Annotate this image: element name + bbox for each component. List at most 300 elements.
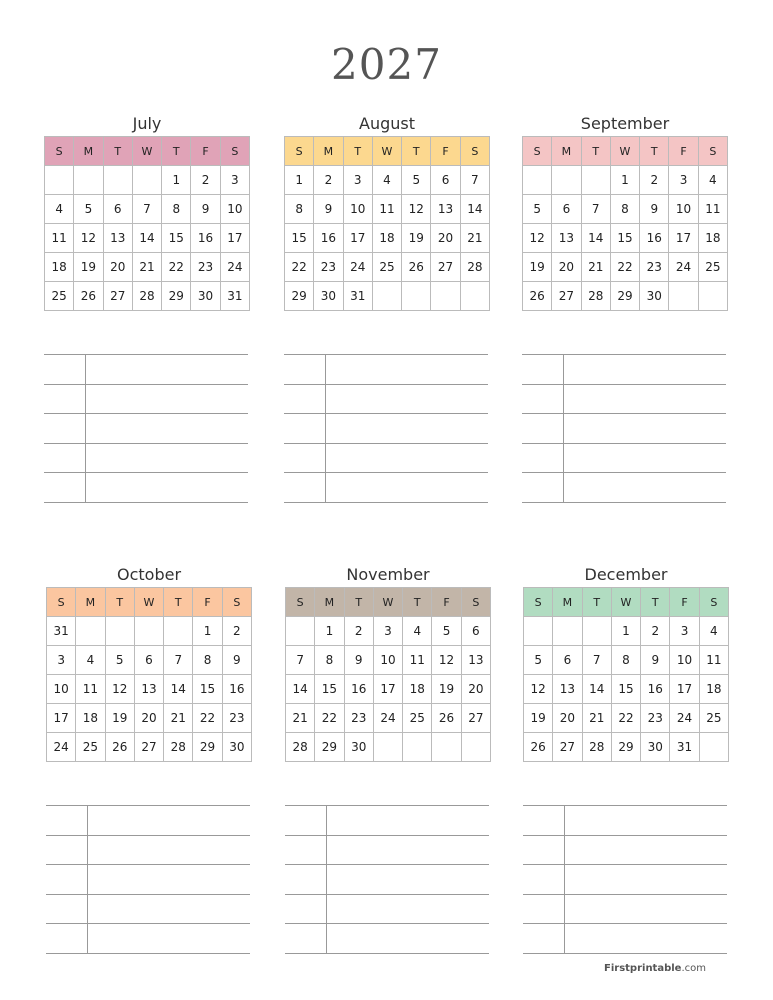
day-cell: 21 bbox=[286, 704, 315, 733]
month-december bbox=[523, 563, 729, 762]
day-cell: 14 bbox=[581, 224, 610, 253]
week-row bbox=[285, 282, 490, 311]
day-cell bbox=[582, 617, 611, 646]
day-cell: 6 bbox=[134, 646, 163, 675]
week-row bbox=[47, 675, 252, 704]
weekday-label: T bbox=[164, 588, 193, 617]
day-cell: 19 bbox=[524, 704, 553, 733]
note-line bbox=[523, 835, 727, 865]
day-cell: 1 bbox=[285, 166, 314, 195]
weekday-label: S bbox=[220, 137, 249, 166]
week-row bbox=[285, 166, 490, 195]
day-cell: 30 bbox=[191, 282, 220, 311]
day-cell: 29 bbox=[610, 282, 639, 311]
weekday-header bbox=[45, 137, 250, 166]
day-cell: 17 bbox=[220, 224, 249, 253]
day-cell: 21 bbox=[460, 224, 489, 253]
weekday-header bbox=[524, 588, 729, 617]
day-cell: 16 bbox=[191, 224, 220, 253]
week-row bbox=[286, 646, 491, 675]
day-cell: 5 bbox=[74, 195, 103, 224]
week-row bbox=[524, 646, 729, 675]
day-cell: 14 bbox=[460, 195, 489, 224]
weekday-label: M bbox=[314, 137, 343, 166]
day-cell: 17 bbox=[373, 675, 402, 704]
day-cell: 21 bbox=[132, 253, 161, 282]
day-cell: 16 bbox=[314, 224, 343, 253]
month-title: November bbox=[346, 565, 430, 584]
month-grid bbox=[522, 136, 728, 311]
day-cell: 30 bbox=[222, 733, 251, 762]
day-cell: 24 bbox=[373, 704, 402, 733]
week-row bbox=[524, 617, 729, 646]
notes-lines bbox=[285, 805, 489, 954]
month-october bbox=[46, 563, 252, 762]
day-cell bbox=[461, 733, 490, 762]
day-cell: 1 bbox=[315, 617, 344, 646]
weekday-label: S bbox=[285, 137, 314, 166]
day-cell: 11 bbox=[45, 224, 74, 253]
day-cell bbox=[698, 282, 727, 311]
day-cell: 23 bbox=[344, 704, 373, 733]
weekday-label: T bbox=[581, 137, 610, 166]
day-cell: 10 bbox=[47, 675, 76, 704]
day-cell: 14 bbox=[132, 224, 161, 253]
note-line bbox=[285, 864, 489, 894]
day-cell: 19 bbox=[74, 253, 103, 282]
day-cell: 22 bbox=[611, 704, 640, 733]
note-line bbox=[522, 472, 726, 503]
day-cell: 6 bbox=[461, 617, 490, 646]
notes-lines bbox=[522, 354, 726, 503]
note-line bbox=[522, 384, 726, 414]
day-cell: 28 bbox=[132, 282, 161, 311]
weekday-header bbox=[47, 588, 252, 617]
day-cell: 18 bbox=[698, 224, 727, 253]
day-cell: 3 bbox=[47, 646, 76, 675]
day-cell bbox=[669, 282, 698, 311]
day-cell: 22 bbox=[193, 704, 222, 733]
day-cell: 26 bbox=[432, 704, 461, 733]
week-row bbox=[45, 282, 250, 311]
day-cell: 26 bbox=[74, 282, 103, 311]
weekday-label: F bbox=[432, 588, 461, 617]
note-line bbox=[284, 354, 488, 384]
day-cell: 7 bbox=[460, 166, 489, 195]
day-cell: 31 bbox=[220, 282, 249, 311]
day-cell: 29 bbox=[315, 733, 344, 762]
weekday-label: F bbox=[191, 137, 220, 166]
day-cell: 2 bbox=[191, 166, 220, 195]
day-cell: 17 bbox=[343, 224, 372, 253]
day-cell: 7 bbox=[286, 646, 315, 675]
day-cell: 25 bbox=[76, 733, 105, 762]
weekday-label: F bbox=[669, 137, 698, 166]
week-row bbox=[286, 617, 491, 646]
day-cell: 9 bbox=[314, 195, 343, 224]
day-cell: 25 bbox=[698, 253, 727, 282]
day-cell: 13 bbox=[103, 224, 132, 253]
day-cell: 11 bbox=[372, 195, 401, 224]
day-cell: 24 bbox=[669, 253, 698, 282]
day-cell: 5 bbox=[524, 646, 553, 675]
day-cell: 21 bbox=[582, 704, 611, 733]
day-cell: 21 bbox=[581, 253, 610, 282]
day-cell: 1 bbox=[193, 617, 222, 646]
day-cell: 9 bbox=[222, 646, 251, 675]
day-cell bbox=[373, 733, 402, 762]
weekday-label: T bbox=[582, 588, 611, 617]
day-cell: 3 bbox=[220, 166, 249, 195]
day-cell: 8 bbox=[162, 195, 191, 224]
day-cell: 25 bbox=[45, 282, 74, 311]
day-cell bbox=[132, 166, 161, 195]
day-cell: 21 bbox=[164, 704, 193, 733]
day-cell: 24 bbox=[220, 253, 249, 282]
weekday-label: S bbox=[222, 588, 251, 617]
day-cell: 13 bbox=[552, 224, 581, 253]
day-cell bbox=[105, 617, 134, 646]
week-row bbox=[45, 195, 250, 224]
day-cell: 11 bbox=[698, 195, 727, 224]
day-cell: 12 bbox=[402, 195, 431, 224]
day-cell: 9 bbox=[344, 646, 373, 675]
day-cell: 16 bbox=[222, 675, 251, 704]
note-line bbox=[284, 413, 488, 443]
day-cell: 23 bbox=[641, 704, 670, 733]
month-july bbox=[44, 112, 250, 311]
day-cell: 28 bbox=[164, 733, 193, 762]
day-cell bbox=[552, 166, 581, 195]
day-cell: 8 bbox=[193, 646, 222, 675]
day-cell: 29 bbox=[285, 282, 314, 311]
day-cell: 31 bbox=[670, 733, 699, 762]
month-september bbox=[522, 112, 728, 311]
day-cell: 9 bbox=[191, 195, 220, 224]
day-cell: 2 bbox=[640, 166, 669, 195]
day-cell: 9 bbox=[641, 646, 670, 675]
day-cell: 7 bbox=[581, 195, 610, 224]
day-cell: 28 bbox=[460, 253, 489, 282]
day-cell bbox=[103, 166, 132, 195]
note-line bbox=[44, 384, 248, 414]
day-cell: 27 bbox=[134, 733, 163, 762]
day-cell: 30 bbox=[344, 733, 373, 762]
day-cell: 10 bbox=[670, 646, 699, 675]
note-line bbox=[44, 413, 248, 443]
day-cell: 12 bbox=[74, 224, 103, 253]
day-cell: 12 bbox=[105, 675, 134, 704]
day-cell: 22 bbox=[285, 253, 314, 282]
day-cell: 16 bbox=[344, 675, 373, 704]
day-cell: 18 bbox=[403, 675, 432, 704]
note-line bbox=[44, 354, 248, 384]
day-cell: 17 bbox=[47, 704, 76, 733]
day-cell bbox=[523, 166, 552, 195]
day-cell: 19 bbox=[523, 253, 552, 282]
week-row bbox=[523, 166, 728, 195]
day-cell: 10 bbox=[373, 646, 402, 675]
day-cell: 31 bbox=[47, 617, 76, 646]
day-cell: 29 bbox=[193, 733, 222, 762]
weekday-label: T bbox=[343, 137, 372, 166]
day-cell: 2 bbox=[641, 617, 670, 646]
day-cell: 18 bbox=[372, 224, 401, 253]
day-cell: 30 bbox=[640, 282, 669, 311]
day-cell: 4 bbox=[699, 617, 728, 646]
weekday-label: W bbox=[372, 137, 401, 166]
day-cell: 8 bbox=[315, 646, 344, 675]
day-cell: 6 bbox=[431, 166, 460, 195]
weekday-label: T bbox=[105, 588, 134, 617]
day-cell: 6 bbox=[103, 195, 132, 224]
week-row bbox=[286, 704, 491, 733]
day-cell: 20 bbox=[552, 253, 581, 282]
day-cell: 24 bbox=[343, 253, 372, 282]
week-row bbox=[47, 704, 252, 733]
notes-lines bbox=[284, 354, 488, 503]
day-cell: 10 bbox=[220, 195, 249, 224]
day-cell: 5 bbox=[432, 617, 461, 646]
month-title: September bbox=[580, 114, 670, 133]
day-cell: 20 bbox=[103, 253, 132, 282]
day-cell: 15 bbox=[162, 224, 191, 253]
weekday-label: S bbox=[523, 137, 552, 166]
day-cell: 26 bbox=[105, 733, 134, 762]
weekday-label: S bbox=[461, 588, 490, 617]
day-cell: 27 bbox=[431, 253, 460, 282]
day-cell: 28 bbox=[286, 733, 315, 762]
week-row bbox=[285, 253, 490, 282]
notes-lines bbox=[46, 805, 250, 954]
week-row bbox=[523, 224, 728, 253]
weekday-header bbox=[285, 137, 490, 166]
weekday-label: F bbox=[193, 588, 222, 617]
day-cell: 18 bbox=[76, 704, 105, 733]
day-cell: 11 bbox=[699, 646, 728, 675]
day-cell: 31 bbox=[343, 282, 372, 311]
day-cell: 22 bbox=[162, 253, 191, 282]
day-cell: 7 bbox=[164, 646, 193, 675]
week-row bbox=[524, 675, 729, 704]
day-cell: 4 bbox=[403, 617, 432, 646]
day-cell bbox=[372, 282, 401, 311]
day-cell: 20 bbox=[461, 675, 490, 704]
day-cell: 20 bbox=[431, 224, 460, 253]
weekday-label: F bbox=[431, 137, 460, 166]
footer-brand bbox=[604, 963, 706, 974]
day-cell: 5 bbox=[523, 195, 552, 224]
day-cell: 23 bbox=[640, 253, 669, 282]
day-cell: 23 bbox=[191, 253, 220, 282]
week-row bbox=[45, 253, 250, 282]
weekday-label: S bbox=[698, 137, 727, 166]
day-cell: 22 bbox=[315, 704, 344, 733]
week-row bbox=[286, 675, 491, 704]
day-cell: 14 bbox=[164, 675, 193, 704]
day-cell: 15 bbox=[611, 675, 640, 704]
day-cell: 29 bbox=[162, 282, 191, 311]
day-cell: 7 bbox=[132, 195, 161, 224]
day-cell: 25 bbox=[403, 704, 432, 733]
day-cell: 6 bbox=[552, 195, 581, 224]
day-cell: 4 bbox=[698, 166, 727, 195]
day-cell: 30 bbox=[314, 282, 343, 311]
weekday-label: M bbox=[552, 137, 581, 166]
day-cell: 27 bbox=[553, 733, 582, 762]
brand-name: Firstprintable bbox=[604, 963, 682, 974]
day-cell: 13 bbox=[431, 195, 460, 224]
day-cell: 8 bbox=[285, 195, 314, 224]
weekday-label: T bbox=[344, 588, 373, 617]
note-line bbox=[284, 472, 488, 503]
weekday-label: M bbox=[76, 588, 105, 617]
note-line bbox=[46, 864, 250, 894]
day-cell: 12 bbox=[523, 224, 552, 253]
day-cell bbox=[76, 617, 105, 646]
note-line bbox=[46, 805, 250, 835]
day-cell bbox=[402, 282, 431, 311]
weekday-label: S bbox=[524, 588, 553, 617]
day-cell: 13 bbox=[134, 675, 163, 704]
note-line bbox=[46, 835, 250, 865]
week-row bbox=[45, 224, 250, 253]
year-title: 2027 bbox=[331, 40, 442, 89]
day-cell: 17 bbox=[669, 224, 698, 253]
day-cell: 5 bbox=[105, 646, 134, 675]
note-line bbox=[285, 894, 489, 924]
month-grid bbox=[523, 587, 729, 762]
day-cell bbox=[524, 617, 553, 646]
day-cell: 29 bbox=[611, 733, 640, 762]
month-grid bbox=[285, 587, 491, 762]
day-cell: 25 bbox=[699, 704, 728, 733]
weekday-header bbox=[523, 137, 728, 166]
day-cell: 4 bbox=[372, 166, 401, 195]
month-grid bbox=[44, 136, 250, 311]
day-cell bbox=[431, 282, 460, 311]
note-line bbox=[523, 894, 727, 924]
brand-domain: .com bbox=[681, 963, 707, 974]
day-cell bbox=[460, 282, 489, 311]
day-cell: 15 bbox=[193, 675, 222, 704]
day-cell: 3 bbox=[373, 617, 402, 646]
day-cell: 15 bbox=[315, 675, 344, 704]
day-cell: 2 bbox=[344, 617, 373, 646]
day-cell: 3 bbox=[670, 617, 699, 646]
day-cell: 22 bbox=[610, 253, 639, 282]
day-cell: 26 bbox=[523, 282, 552, 311]
day-cell bbox=[403, 733, 432, 762]
day-cell: 2 bbox=[314, 166, 343, 195]
day-cell bbox=[581, 166, 610, 195]
weekday-label: W bbox=[611, 588, 640, 617]
day-cell: 1 bbox=[611, 617, 640, 646]
day-cell: 19 bbox=[105, 704, 134, 733]
day-cell: 10 bbox=[343, 195, 372, 224]
day-cell bbox=[286, 617, 315, 646]
day-cell: 26 bbox=[402, 253, 431, 282]
day-cell: 15 bbox=[285, 224, 314, 253]
week-row bbox=[47, 646, 252, 675]
note-line bbox=[523, 923, 727, 954]
day-cell: 26 bbox=[524, 733, 553, 762]
day-cell: 19 bbox=[402, 224, 431, 253]
week-row bbox=[45, 166, 250, 195]
note-line bbox=[285, 923, 489, 954]
day-cell: 8 bbox=[611, 646, 640, 675]
day-cell bbox=[699, 733, 728, 762]
day-cell: 4 bbox=[76, 646, 105, 675]
weekday-label: T bbox=[640, 137, 669, 166]
day-cell: 11 bbox=[403, 646, 432, 675]
weekday-header bbox=[286, 588, 491, 617]
weekday-label: T bbox=[403, 588, 432, 617]
day-cell: 25 bbox=[372, 253, 401, 282]
day-cell: 1 bbox=[610, 166, 639, 195]
day-cell: 10 bbox=[669, 195, 698, 224]
day-cell bbox=[134, 617, 163, 646]
note-line bbox=[523, 805, 727, 835]
weekday-label: T bbox=[402, 137, 431, 166]
weekday-label: S bbox=[699, 588, 728, 617]
week-row bbox=[285, 224, 490, 253]
day-cell: 3 bbox=[669, 166, 698, 195]
day-cell: 17 bbox=[670, 675, 699, 704]
day-cell: 12 bbox=[432, 646, 461, 675]
day-cell bbox=[74, 166, 103, 195]
day-cell: 1 bbox=[162, 166, 191, 195]
note-line bbox=[46, 894, 250, 924]
note-line bbox=[284, 384, 488, 414]
day-cell: 15 bbox=[610, 224, 639, 253]
day-cell: 11 bbox=[76, 675, 105, 704]
day-cell: 27 bbox=[552, 282, 581, 311]
week-row bbox=[524, 733, 729, 762]
day-cell: 6 bbox=[553, 646, 582, 675]
month-title: December bbox=[584, 565, 668, 584]
day-cell bbox=[432, 733, 461, 762]
notes-lines bbox=[523, 805, 727, 954]
note-line bbox=[46, 923, 250, 954]
notes-lines bbox=[44, 354, 248, 503]
day-cell: 7 bbox=[582, 646, 611, 675]
day-cell bbox=[164, 617, 193, 646]
day-cell: 5 bbox=[402, 166, 431, 195]
day-cell: 13 bbox=[461, 646, 490, 675]
month-grid bbox=[46, 587, 252, 762]
day-cell: 16 bbox=[640, 224, 669, 253]
weekday-label: M bbox=[553, 588, 582, 617]
day-cell: 2 bbox=[222, 617, 251, 646]
day-cell: 9 bbox=[640, 195, 669, 224]
month-november bbox=[285, 563, 491, 762]
day-cell: 16 bbox=[641, 675, 670, 704]
day-cell: 24 bbox=[47, 733, 76, 762]
weekday-label: F bbox=[670, 588, 699, 617]
week-row bbox=[524, 704, 729, 733]
day-cell: 27 bbox=[461, 704, 490, 733]
note-line bbox=[522, 354, 726, 384]
day-cell: 30 bbox=[641, 733, 670, 762]
month-grid bbox=[284, 136, 490, 311]
day-cell: 20 bbox=[553, 704, 582, 733]
note-line bbox=[44, 472, 248, 503]
day-cell: 14 bbox=[582, 675, 611, 704]
note-line bbox=[44, 443, 248, 473]
day-cell: 19 bbox=[432, 675, 461, 704]
day-cell: 27 bbox=[103, 282, 132, 311]
